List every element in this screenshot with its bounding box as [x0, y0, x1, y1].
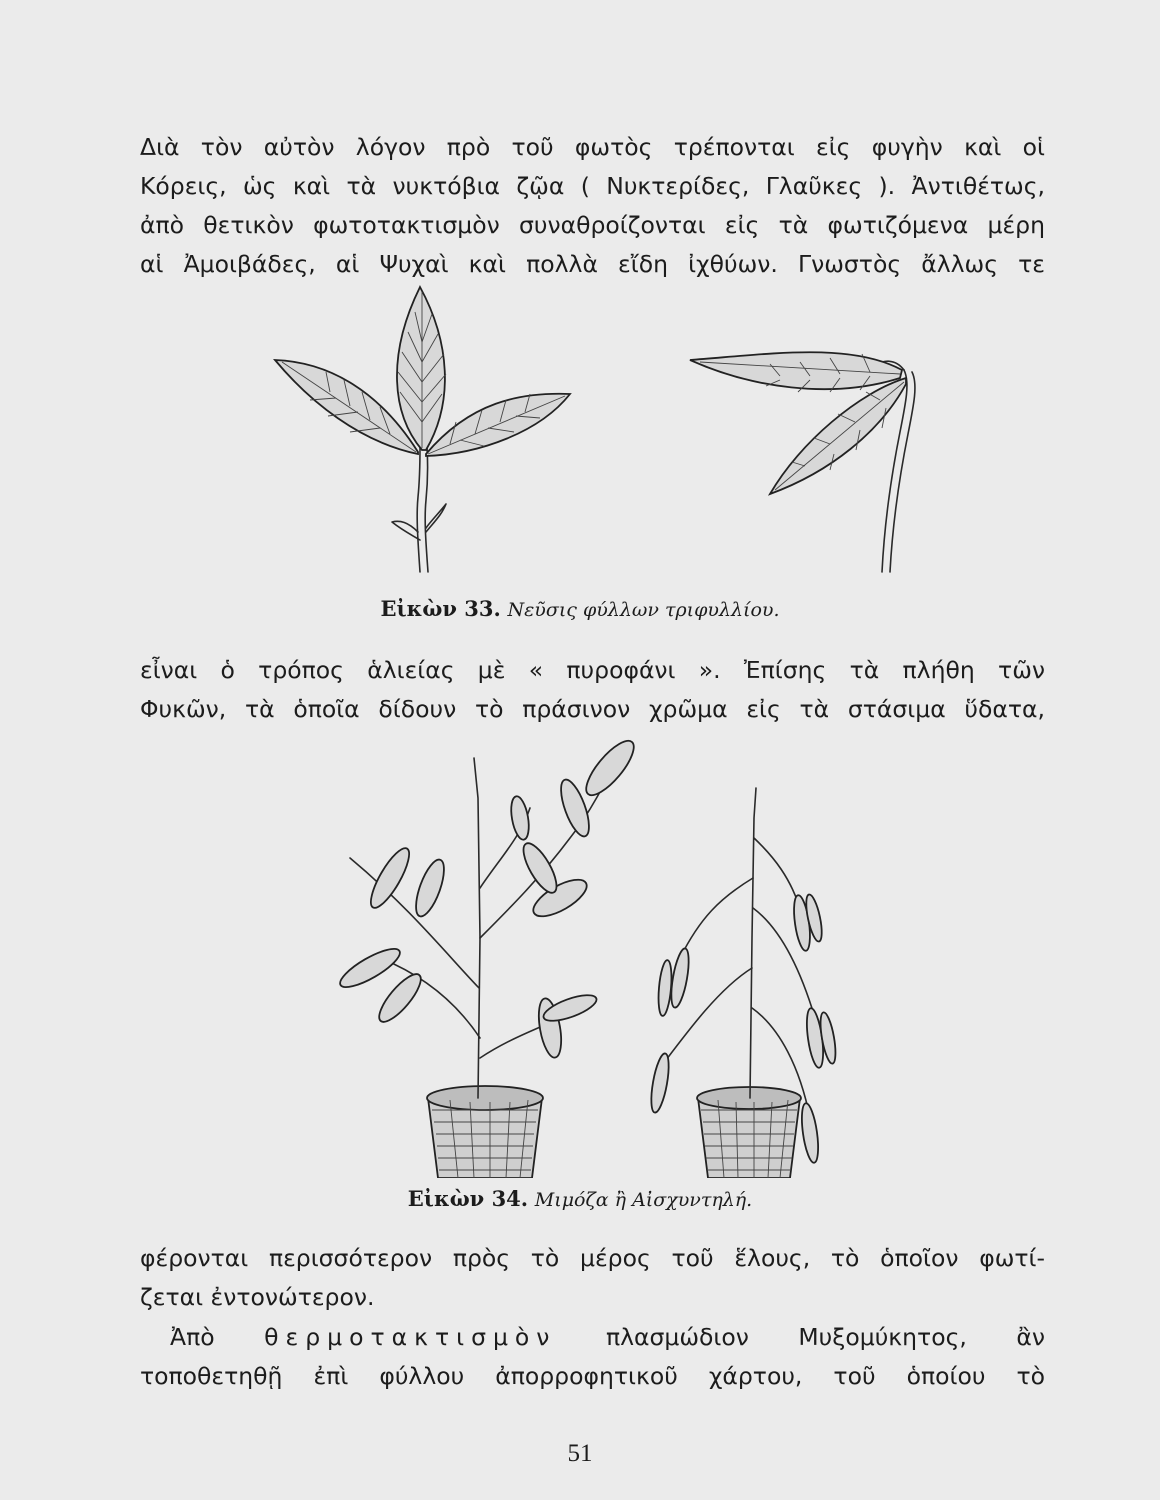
- text-line: Διὰ τὸν αὐτὸν λόγον πρὸ τοῦ φωτὸς τρέπονται εἰς φυγὴν καὶ οἱ: [140, 133, 1045, 161]
- text-line: ἀπὸ θετικὸν φωτοτακτισμὸν συναθροίζονται εἰς τὰ φωτιζόμενα μέρη: [140, 211, 1045, 239]
- paragraph-4-cont: [140, 1357, 1045, 1396]
- text-line: Φυκῶν, τὰ ὁποῖα δίδουν τὸ πράσινον χρῶμα εἰς τὰ στάσιμα ὕδατα,: [140, 695, 1045, 723]
- text-line: [140, 1318, 1045, 1357]
- figure-label: Εἰκὼν 33.: [380, 596, 501, 621]
- figure-33-caption: [0, 596, 1160, 621]
- text-line: φέρονται περισσότερον πρὸς τὸ μέρος τοῦ ἕλους, τὸ ὁποῖον φωτί-: [140, 1244, 1045, 1272]
- paragraph-3: [140, 1239, 1045, 1317]
- text-line: ζεται ἐντονώτερον.: [140, 1283, 375, 1311]
- figure-33-clover-illustration: [270, 282, 930, 582]
- paragraph-4: [140, 1318, 1045, 1357]
- figure-caption-text: Μιμόζα ἢ Αἰσχυντηλή.: [534, 1189, 753, 1211]
- text-line: Κόρεις, ὡς καὶ τὰ νυκτόβια ζῷα ( Νυκτερίδες, Γλαῦκες ). Ἀντιθέτως,: [140, 172, 1045, 200]
- paragraph-2: [140, 651, 1045, 729]
- leaflet-clusters-left: [336, 738, 641, 1059]
- figure-caption-text: Νεῦσις φύλλων τριφυλλίου.: [507, 599, 780, 621]
- text-line: τοποθετηθῇ ἐπὶ φύλλου ἀπορροφητικοῦ χάρτου, τοῦ ὁποίου τὸ: [140, 1362, 1045, 1390]
- text-fragment: Ἀπὸ: [170, 1323, 215, 1351]
- figure-34-caption: [0, 1186, 1160, 1211]
- text-line: εἶναι ὁ τρόπος ἁλιείας μὲ « πυροφάνι ». Ἐπίσης τὰ πλήθη τῶν: [140, 656, 1045, 684]
- figure-34-mimosa-illustration: [320, 738, 860, 1178]
- text-line: αἱ Ἀμοιβάδες, αἱ Ψυχαὶ καὶ πολλὰ εἴδη ἰχθύων. Γνωστὸς ἄλλως τε: [140, 250, 1045, 278]
- spaced-term: θερμοτακτισμὸν: [264, 1323, 557, 1351]
- text-fragment: πλασμώδιον Μυξομύκητος, ἂν: [605, 1323, 1045, 1351]
- figure-label: Εἰκὼν 34.: [407, 1186, 529, 1211]
- page-number: 51: [567, 1440, 593, 1467]
- paragraph-1: [140, 128, 1045, 284]
